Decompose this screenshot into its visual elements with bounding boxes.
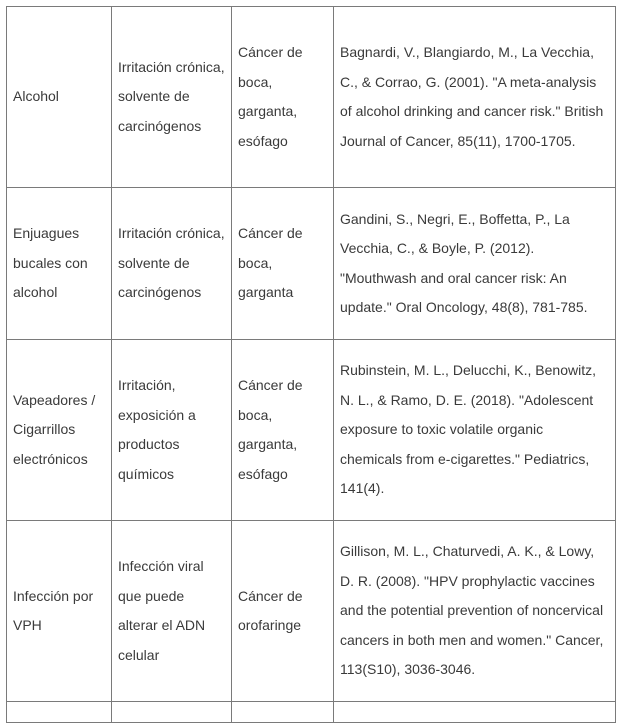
table-row [7,521,616,702]
reference-cell: Gandini, S., Negri, E., Boffetta, P., La Vecchia, C., & Boyle, P. (2012). "Mouthwash and oral cancer risk: An update." Oral Oncology, 48(8), 781-785. [334,188,616,340]
reference-cell: Bagnardi, V., Blangiardo, M., La Vecchia, C., & Corrao, G. (2001). "A meta-analysis of alcohol drinking and cancer risk." British Journal of Cancer, 85(11), 1700-1705. [334,7,616,188]
factor-cell: Enjuagues bucales con alcohol [7,188,112,340]
table-row [7,188,616,340]
mechanism-cell: Irritación crónica, solvente de carcinógenos [112,188,232,340]
cancer-type-cell: Cáncer de orofaringe [232,521,334,702]
cancer-type-cell: Cáncer de boca, garganta [232,188,334,340]
factor-cell: Infección por VPH [7,521,112,702]
factor-cell: Alcohol [7,7,112,188]
cancer-type-cell: Cáncer de boca, garganta, esófago [232,7,334,188]
table-row [7,340,616,521]
mechanism-cell: Irritación crónica, solvente de carcinógenos [112,7,232,188]
mechanism-cell: Irritación, exposición a productos químicos [112,340,232,521]
reference-cell: Rubinstein, M. L., Delucchi, K., Benowitz, N. L., & Ramo, D. E. (2018). "Adolescent exposure to toxic volatile organic chemicals from e-cigarettes." Pediatrics, 141(4). [334,340,616,521]
risk-factors-table-wrapper [6,6,616,723]
cancer-type-cell: Cáncer de boca, garganta, esófago [232,340,334,521]
mechanism-cell: Infección viral que puede alterar el ADN celular [112,521,232,702]
reference-cell: Gillison, M. L., Chaturvedi, A. K., & Lowy, D. R. (2008). "HPV prophylactic vaccines and the potential prevention of noncervical cancers in both men and women." Cancer, 113(S10), 3036-3046. [334,521,616,702]
risk-factors-table [6,6,616,723]
factor-cell: Vapeadores / Cigarrillos electrónicos [7,340,112,521]
table-row [7,7,616,188]
